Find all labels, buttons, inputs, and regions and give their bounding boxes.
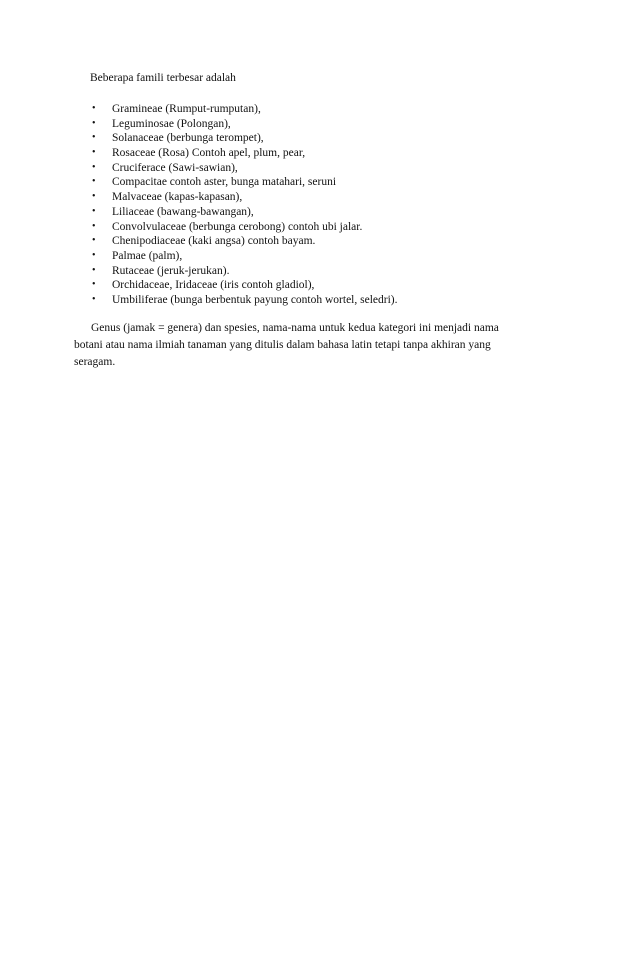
- list-item: [90, 102, 398, 117]
- bullet-icon: •: [92, 103, 96, 114]
- bullet-icon: •: [92, 264, 96, 276]
- list-item-text: Convolvulaceae (berbunga cerobong) contoh ubi jalar.: [112, 220, 363, 233]
- list-item: [90, 131, 398, 146]
- bullet-icon: •: [92, 220, 96, 232]
- bullet-icon: •: [92, 132, 96, 144]
- list-item: [90, 146, 398, 161]
- paragraph-line: botani atau nama ilmiah tanaman yang ditulis dalam bahasa latin tetapi tanpa akhiran yang: [74, 339, 491, 351]
- list-item: [90, 175, 398, 190]
- paragraph-line: Genus (jamak = genera) dan spesies, nama-nama untuk kedua kategori ini menjadi nama: [91, 322, 499, 334]
- list-item-text: Rosaceae (Rosa) Contoh apel, plum, pear,: [112, 147, 306, 160]
- list-item-text: Leguminosae (Polongan),: [112, 117, 231, 130]
- list-item-text: Chenipodiaceae (kaki angsa) contoh bayam.: [112, 235, 316, 248]
- genus-paragraph: [74, 320, 544, 371]
- bullet-icon: •: [92, 235, 96, 247]
- family-list: [90, 102, 398, 308]
- list-item: [90, 205, 398, 220]
- list-item: [90, 264, 398, 279]
- list-item: [90, 249, 398, 264]
- bullet-icon: •: [92, 205, 96, 217]
- list-item-text: Compacitae contoh aster, bunga matahari, seruni: [112, 176, 337, 189]
- list-item-text: Gramineae (Rumput-rumputan),: [112, 103, 261, 115]
- bullet-icon: •: [92, 279, 96, 291]
- list-item-text: Palmae (palm),: [112, 249, 183, 262]
- bullet-icon: •: [92, 293, 96, 305]
- bullet-icon: •: [92, 161, 96, 173]
- list-item: [90, 161, 398, 176]
- bullet-icon: •: [92, 249, 96, 261]
- list-item-text: Rutaceae (jeruk-jerukan).: [112, 264, 230, 277]
- list-item: [90, 234, 398, 249]
- list-item-text: Solanaceae (berbunga terompet),: [112, 132, 264, 145]
- list-item: [90, 190, 398, 205]
- list-item-text: Cruciferace (Sawi-sawian),: [112, 161, 238, 174]
- list-item: [90, 117, 398, 132]
- intro-text: Beberapa famili terbesar adalah: [90, 72, 236, 84]
- bullet-icon: •: [92, 147, 96, 159]
- bullet-icon: •: [92, 191, 96, 203]
- list-item: [90, 293, 398, 308]
- list-item-text: Liliaceae (bawang-bawangan),: [112, 205, 254, 218]
- list-item-text: Umbiliferae (bunga berbentuk payung contoh wortel, seledri).: [112, 293, 398, 306]
- bullet-icon: •: [92, 176, 96, 188]
- list-item: [90, 220, 398, 235]
- list-item-text: Orchidaceae, Iridaceae (iris contoh gladiol),: [112, 279, 315, 292]
- paragraph-line: seragam.: [74, 356, 116, 368]
- bullet-icon: •: [92, 117, 96, 129]
- list-item-text: Malvaceae (kapas-kapasan),: [112, 191, 243, 204]
- list-item: [90, 278, 398, 293]
